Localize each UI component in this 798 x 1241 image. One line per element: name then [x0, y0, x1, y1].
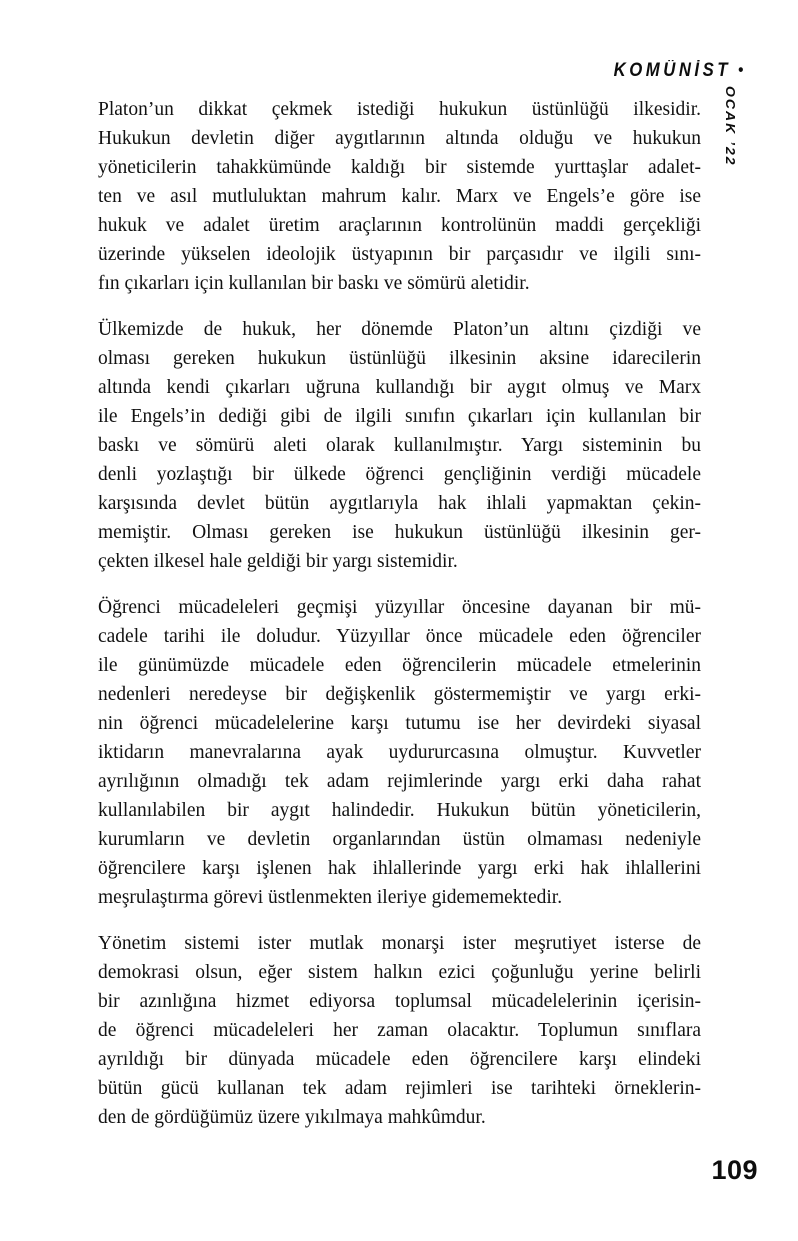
text-line: karşısında devlet bütün aygıtlarıyla hak ihlali yapmaktan çekin-	[98, 493, 701, 514]
text-line: Ülkemizde de hukuk, her dönemde Platon’un altını çizdiği ve	[98, 319, 701, 340]
issue-date-vertical: OCAK ’22	[723, 86, 738, 167]
masthead-bullet-icon: •	[737, 60, 743, 79]
text-line: olması gereken hukukun üstünlüğü ilkesinin aksine idarecilerin	[98, 348, 701, 369]
paragraph	[98, 95, 701, 298]
text-line: nedenleri neredeyse bir değişkenlik göstermemiştir ve yargı erki-	[98, 684, 701, 705]
text-line: bir azınlığına hizmet ediyorsa toplumsal mücadelelerinin içerisin-	[98, 991, 701, 1012]
text-line: ayrıldığı bir dünyada mücadele eden öğrencilere karşı elindeki	[98, 1049, 701, 1070]
text-line: Öğrenci mücadeleleri geçmişi yüzyıllar öncesine dayanan bir mü-	[98, 597, 701, 618]
text-line: çekten ilkesel hale geldiği bir yargı sistemidir.	[98, 551, 458, 572]
text-line: nin öğrenci mücadelelerine karşı tutumu ise her devirdeki siyasal	[98, 713, 701, 734]
text-line: baskı ve sömürü aleti olarak kullanılmıştır. Yargı sisteminin bu	[98, 435, 701, 456]
text-line: hukuk ve adalet üretim araçlarının kontrolünün maddi gerçekliği	[98, 215, 701, 236]
text-line: ayrılığının olmadığı tek adam rejimlerinde yargı erki daha rahat	[98, 771, 701, 792]
text-line: Platon’un dikkat çekmek istediği hukukun üstünlüğü ilkesidir.	[98, 99, 701, 120]
text-line: meşrulaştırma görevi üstlenmekten ileriye gidememektedir.	[98, 887, 563, 908]
magazine-masthead	[613, 60, 743, 82]
text-line: kurumların ve devletin organlarından üstün olmaması nedeniyle	[98, 829, 701, 850]
text-line: öğrencilere karşı işlenen hak ihlallerinde yargı erki hak ihlallerini	[98, 858, 701, 879]
text-line: memiştir. Olması gereken ise hukukun üstünlüğü ilkesinin ger-	[98, 522, 701, 543]
text-line: Yönetim sistemi ister mutlak monarşi ister meşrutiyet isterse de	[98, 933, 701, 954]
text-line: iktidarın manevralarına ayak uydururcasına olmuştur. Kuvvetler	[98, 742, 701, 763]
text-line: cadele tarihi ile doludur. Yüzyıllar önce mücadele eden öğrenciler	[98, 626, 701, 647]
paragraph	[98, 593, 701, 912]
paragraph	[98, 315, 701, 576]
page-number: 109	[711, 1155, 758, 1185]
text-line: ile Engels’in dediği gibi de ilgili sınıfın çıkarları için kullanılan bir	[98, 406, 701, 427]
text-line: de öğrenci mücadeleleri her zaman olacaktır. Toplumun sınıflara	[98, 1020, 701, 1041]
text-line: altında kendi çıkarları uğruna kullandığı bir aygıt olmuş ve Marx	[98, 377, 701, 398]
text-line: ile günümüzde mücadele eden öğrencilerin mücadele etmelerinin	[98, 655, 701, 676]
text-line: bütün gücü kullanan tek adam rejimleri ise tarihteki örneklerin-	[98, 1078, 701, 1099]
text-line: demokrasi olsun, eğer sistem halkın ezici çoğunluğu yerine belirli	[98, 962, 701, 983]
text-line: ten ve asıl mutluluktan mahrum kalır. Marx ve Engels’e göre ise	[98, 186, 701, 207]
text-line: den de gördüğümüz üzere yıkılmaya mahkûmdur.	[98, 1107, 486, 1128]
masthead-title: KOMÜNİST	[613, 60, 731, 81]
paragraph	[98, 929, 701, 1132]
text-line: yöneticilerin tahakkümünde kaldığı bir sistemde yurttaşlar adalet-	[98, 157, 701, 178]
text-line: Hukukun devletin diğer aygıtlarının altında olduğu ve hukukun	[98, 128, 701, 149]
text-line: üzerinde yükselen ideolojik üstyapının bir parçasıdır ve ilgili sını-	[98, 244, 701, 265]
text-line: denli yozlaştığı bir ülkede öğrenci gençliğinin verdiği mücadele	[98, 464, 701, 485]
text-line: fın çıkarları için kullanılan bir baskı ve sömürü aletidir.	[98, 273, 530, 294]
text-line: kullanılabilen bir aygıt halindedir. Hukukun bütün yöneticilerin,	[98, 800, 701, 821]
article-body	[98, 95, 701, 1149]
